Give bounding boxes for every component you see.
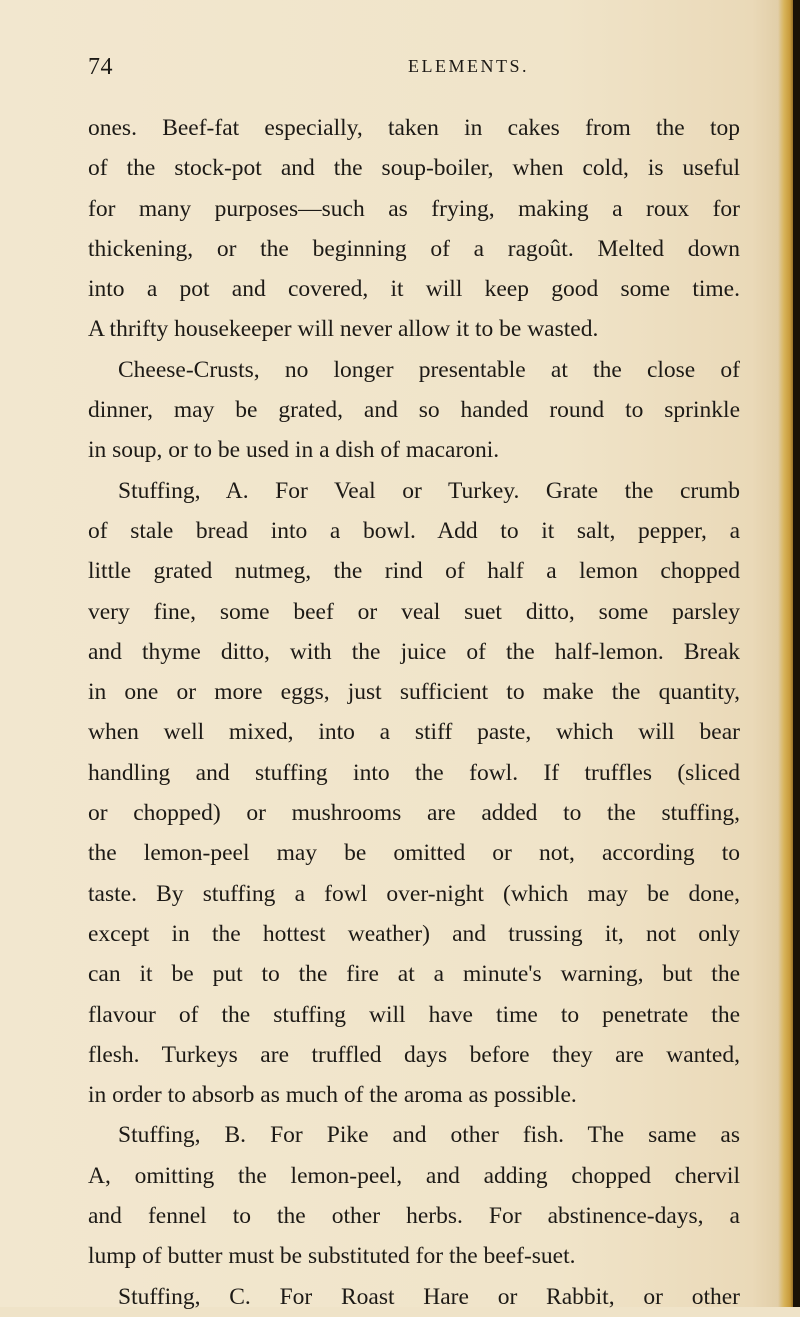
text-line: and thyme ditto, with the juice of the half-lemon. Break	[88, 638, 740, 665]
text-line: taste. By stuffing a fowl over-night (which may be done,	[88, 880, 740, 907]
text-line: Stuffing, B. For Pike and other fish. The same as	[118, 1122, 740, 1149]
running-head	[88, 54, 748, 86]
text-line: can it be put to the fire at a minute's warning, but the	[88, 961, 740, 988]
text-line: in one or more eggs, just sufficient to make the quantity,	[88, 679, 740, 706]
running-title: ELEMENTS.	[408, 56, 529, 76]
text-line: in soup, or to be used in a dish of macaroni.	[88, 437, 500, 464]
text-line: flavour of the stuffing will have time to penetrate the	[88, 1001, 740, 1028]
page-number: 74	[88, 54, 113, 80]
text-line: of the stock-pot and the soup-boiler, when cold, is useful	[88, 155, 740, 182]
text-line: the lemon-peel may be omitted or not, according to	[88, 840, 740, 867]
text-line: except in the hottest weather) and trussing it, not only	[88, 920, 740, 947]
text-line: in order to absorb as much of the aroma as possible.	[88, 1082, 577, 1109]
text-line: little grated nutmeg, the rind of half a lemon chopped	[88, 558, 740, 585]
text-line: when well mixed, into a stiff paste, which will bear	[88, 719, 740, 746]
text-line: for many purposes—such as frying, making a roux for	[88, 195, 740, 222]
text-line: Cheese-Crusts, no longer presentable at the close of	[118, 356, 740, 383]
page-edge	[778, 0, 800, 1307]
text-line: dinner, may be grated, and so handed round to sprinkle	[88, 397, 740, 424]
text-line: very fine, some beef or veal suet ditto, some parsley	[88, 598, 740, 625]
text-line: into a pot and covered, it will keep good some time.	[88, 276, 740, 303]
text-line: or chopped) or mushrooms are added to the stuffing,	[88, 800, 740, 827]
text-line: flesh. Turkeys are truffled days before they are wanted,	[88, 1041, 740, 1068]
text-line: handling and stuffing into the fowl. If truffles (sliced	[88, 759, 740, 786]
text-line: of stale bread into a bowl. Add to it salt, pepper, a	[88, 517, 740, 544]
text-line: A thrifty housekeeper will never allow it to be wasted.	[88, 316, 599, 343]
text-line: and fennel to the other herbs. For abstinence-days, a	[88, 1203, 740, 1230]
body-text	[88, 108, 740, 1317]
text-line: Stuffing, C. For Roast Hare or Rabbit, or other	[118, 1283, 740, 1310]
text-line: lump of butter must be substituted for the beef-suet.	[88, 1243, 576, 1270]
text-line: thickening, or the beginning of a ragoût. Melted down	[88, 235, 740, 262]
text-line: A, omitting the lemon-peel, and adding chopped chervil	[88, 1162, 740, 1189]
text-line: ones. Beef-fat especially, taken in cakes from the top	[88, 115, 740, 141]
text-line: Stuffing, A. For Veal or Turkey. Grate the crumb	[118, 477, 740, 504]
